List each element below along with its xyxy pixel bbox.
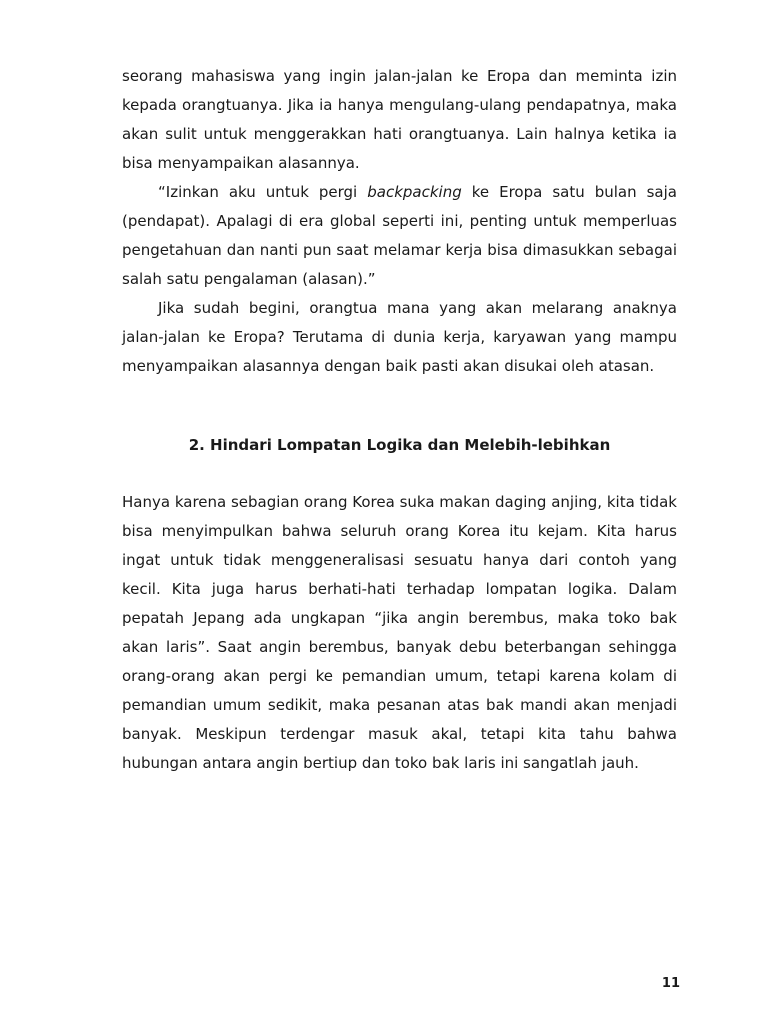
paragraph-continuation: seorang mahasiswa yang ingin jalan-jalan ke Eropa dan meminta izin kepada orangtuanya. Jika ia hanya mengulang-ulang pendapatnya, maka akan sulit untuk menggerakkan hati orangtuanya. Lain halnya ketika ia bisa menyampaikan alasannya. bbox=[122, 67, 677, 172]
paragraph-conclusion: Jika sudah begini, orangtua mana yang akan melarang anaknya jalan-jalan ke Eropa? Terutama di dunia kerja, karyawan yang mampu menyampaikan alasannya dengan baik pasti akan disukai oleh atasan. bbox=[122, 299, 677, 375]
quote-italic-term: backpacking bbox=[367, 183, 462, 201]
page-body bbox=[122, 62, 677, 778]
quote-text-start: “Izinkan aku untuk pergi bbox=[158, 183, 368, 201]
section-heading: 2. Hindari Lompatan Logika dan Melebih-lebihkan bbox=[188, 436, 611, 454]
quote-text-end: ke Eropa satu bulan saja (pendapat). Apalagi di era global seperti ini, penting untuk memperluas pengetahuan dan nanti pun saat melamar kerja bisa dimasukkan sebagai salah satu pengalaman (alasan).” bbox=[122, 183, 677, 288]
spacer bbox=[122, 381, 677, 431]
page-number: 11 bbox=[661, 976, 680, 991]
spacer bbox=[122, 460, 677, 488]
paragraph-quote bbox=[122, 178, 677, 294]
section-paragraph: Hanya karena sebagian orang Korea suka makan daging anjing, kita tidak bisa menyimpulkan bahwa seluruh orang Korea itu kejam. Kita harus ingat untuk tidak menggeneralisasi sesuatu hanya dari contoh yang kecil. Kita juga harus berhati-hati terhadap lompatan logika. Dalam pepatah Jepang ada ungkapan “jika angin berembus, maka toko bak akan laris”. Saat angin berembus, banyak debu beterbangan sehingga orang-orang akan pergi ke pemandian umum, tetapi karena kolam di pemandian umum sedikit, maka pesanan atas bak mandi akan menjadi banyak. Meskipun terdengar masuk akal, tetapi kita tahu bahwa hubungan antara angin bertiup dan toko bak laris ini sangatlah jauh. bbox=[122, 493, 677, 772]
